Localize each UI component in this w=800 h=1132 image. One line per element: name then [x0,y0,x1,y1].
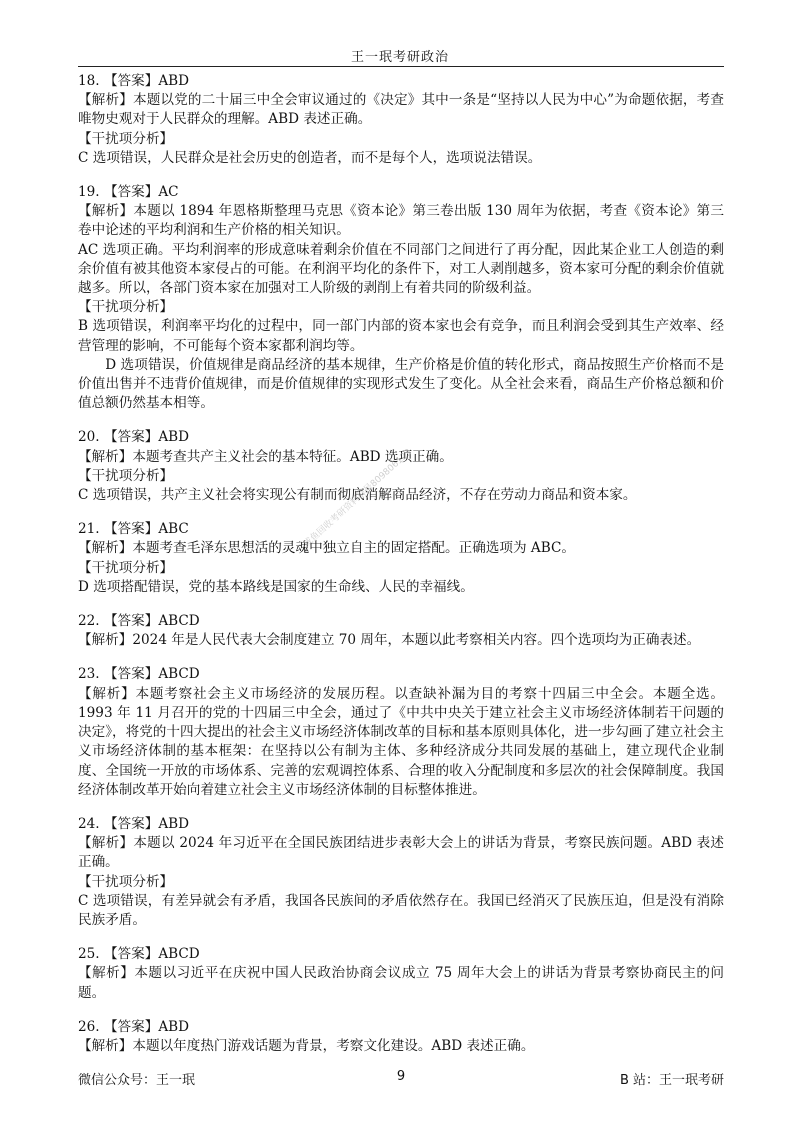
page-header-title: 王一珉考研政治 [350,50,449,65]
question-26 [78,1018,724,1056]
distractor-text: D 选项搭配错误，党的基本路线是国家的生命线、人民的幸福线。 [78,578,474,595]
page-number: 9 [396,1069,406,1084]
answer-line: 26. 【答案】ABD [78,1018,190,1035]
distractor-text: C 选项错误，人民群众是社会历史的创造者，而不是每个人，选项说法错误。 [78,149,542,166]
analysis-text: 【解析】本题考察社会主义市场经济的发展历程。以查缺补漏为目的考察十四届三中全会。本题全选。1993 年 11 月召开的党的十四届三中全会，通过了《中共中央关于建立社会主义市场经济体制若干问题的决定》，将党的十四大提出的社会主义市场经济体制改革的目标和基本原则具体化，进一步勾画了建立社会主义市场经济体制的基本框架：在坚持以公有制为主体、多种经济成分共同发展的基础上，建立现代企业制度、全国统一开放的市场体系、完善的宏观调控体系、合理的收入分配制度和多层次的社会保障制度。我国经济体制改革开始向着建立社会主义市场经济体制的目标整体推进。 [78,685,724,798]
analysis-text: 【解析】本题以 2024 年习近平在全国民族团结进步表彰大会上的讲话为背景，考察民族问题。ABD 表述正确。 [78,835,724,871]
distractor-text: C 选项错误，共产主义社会将实现公有制而彻底消解商品经济，不存在劳动力商品和资本家。 [78,487,637,504]
question-21 [78,520,724,597]
distractor-heading: 【干扰项分析】 [78,130,174,147]
analysis-text: 【解析】本题考查毛泽东思想活的灵魂中独立自主的固定搭配。正确选项为 ABC。 [78,540,575,557]
footer-bilibili: B 站：王一珉考研 [619,1073,724,1088]
header-divider [78,66,724,67]
distractor-text: B 选项错误，利润率平均化的过程中，同一部门内部的资本家也会有竞争，而且利润会受到其生产效率、经营管理的影响，不可能每个资本家都利润均等。 [78,318,724,354]
question-18 [78,72,724,168]
question-23 [78,665,724,799]
answer-line: 19. 【答案】AC [78,184,179,201]
question-24 [78,815,724,930]
distractor-text: C 选项错误，有差异就会有矛盾，我国各民族间的矛盾依然存在。我国已经消灭了民族压迫，但是没有消除民族矛盾。 [78,892,724,928]
analysis-text: 【解析】2024 年是人民代表大会制度建立 70 周年，本题以此考察相关内容。四个选项均为正确表述。 [78,632,701,649]
footer-wechat: 微信公众号：王一珉 [78,1073,196,1088]
analysis-text: 【解析】本题考查共产主义社会的基本特征。ABD 选项正确。 [78,448,453,465]
answer-line: 23. 【答案】ABCD [78,666,200,683]
analysis-text: 【解析】本题以习近平在庆祝中国人民政治协商会议成立 75 周年大会上的讲话为背景考察协商民主的问题。 [78,965,724,1001]
question-19 [78,183,724,413]
analysis-text: 【解析】本题以年度热门游戏话题为背景，考察文化建设。ABD 表述正确。 [78,1037,535,1054]
answer-line: 18. 【答案】ABD [78,73,190,89]
answer-line: 25. 【答案】ABCD [78,946,200,963]
answer-line: 22. 【答案】ABCD [78,613,200,630]
answer-content [78,72,724,1071]
distractor-heading: 【干扰项分析】 [78,299,174,316]
distractor-heading: 【干扰项分析】 [78,559,174,576]
answer-line: 21. 【答案】ABC [78,521,189,538]
distractor-heading: 【干扰项分析】 [78,467,174,484]
answer-line: 24. 【答案】ABD [78,815,190,832]
question-25 [78,945,724,1003]
question-20 [78,428,724,505]
watermark-text: 咸鱼回收考研资料群号809806123 [302,447,414,550]
question-22 [78,612,724,650]
distractor-heading: 【干扰项分析】 [78,873,174,890]
analysis-text: 【解析】本题以 1894 年恩格斯整理马克思《资本论》第三卷出版 130 周年为依据，考查《资本论》第三卷中论述的平均利润和生产价格的相关知识。 [78,203,724,239]
analysis-text: AC 选项正确。平均利润率的形成意味着剩余价值在不同部门之间进行了再分配，因此某企业工人创造的剩余价值有被其他资本家侵占的可能。在利润平均化的条件下，对工人剥削越多，资本家可分配的剩余价值就越多。所以，各部门资本家在加强对工人阶级的剥削上有着共同的阶级利益。 [78,241,724,297]
analysis-text: 【解析】本题以党的二十届三中全会审议通过的《决定》其中一条是“坚持以人民为中心”为命题依据，考查唯物史观对于人民群众的理解。ABD 表述正确。 [78,92,724,128]
distractor-text: D 选项错误，价值规律是商品经济的基本规律，生产价格是价值的转化形式，商品按照生产价格而不是价值出售并不违背价值规律，而是价值规律的实现形式发生了变化。从全社会来看，商品生产价格总额和价值总额仍然基本相等。 [78,356,724,412]
answer-line: 20. 【答案】ABD [78,429,190,446]
